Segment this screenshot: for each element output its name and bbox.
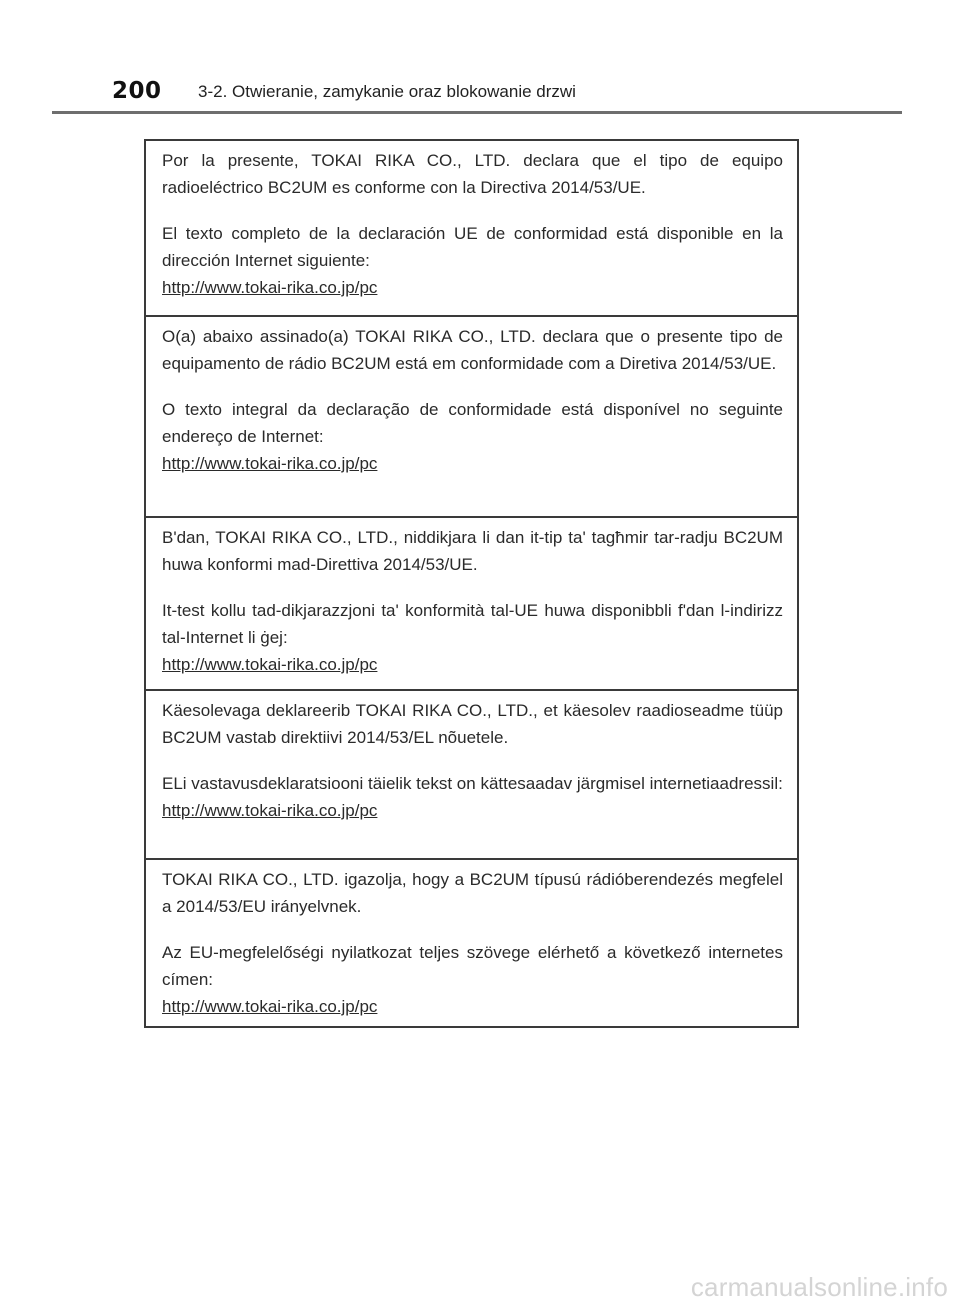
declaration-statement: TOKAI RIKA CO., LTD. igazolja, hogy a BC2UM típusú rádióberendezés megfelel a 2014/53/EU irányelvnek. xyxy=(162,870,783,916)
declaration-statement: Por la presente, TOKAI RIKA CO., LTD. declara que el tipo de equipo radioeléctrico BC2UM es conforme con la Directiva 2014/53/UE. xyxy=(162,151,783,197)
chapter-title: 3-2. Otwieranie, zamykanie oraz blokowanie drzwi xyxy=(198,82,576,101)
declaration-maltese xyxy=(146,518,797,691)
declaration-estonian xyxy=(146,691,797,860)
declaration-availability-text: El texto completo de la declaración UE de conformidad está disponible en la dirección Internet siguiente: xyxy=(162,224,783,270)
page-header xyxy=(0,72,960,112)
declaration-availability-text: ELi vastavusdeklaratsiooni täielik tekst on kättesaadav järgmisel internetiaadressil: xyxy=(162,774,783,793)
declaration-spanish xyxy=(146,141,797,317)
declaration-url-link[interactable]: http://www.tokai-rika.co.jp/pc xyxy=(162,278,378,297)
declaration-url-link[interactable]: http://www.tokai-rika.co.jp/pc xyxy=(162,454,378,473)
declaration-portuguese xyxy=(146,317,797,518)
declaration-statement: B'dan, TOKAI RIKA CO., LTD., niddikjara li dan it-tip ta' tagħmir tar-radju BC2UM huwa konformi mad-Direttiva 2014/53/UE. xyxy=(162,528,783,574)
watermark-text: carmanualsonline.info xyxy=(690,1272,948,1302)
declaration-statement: O(a) abaixo assinado(a) TOKAI RIKA CO., LTD. declara que o presente tipo de equipamento de rádio BC2UM está em conformidade com a Diretiva 2014/53/UE. xyxy=(162,327,783,373)
declaration-table xyxy=(144,139,799,1028)
declaration-statement: Käesolevaga deklareerib TOKAI RIKA CO., LTD., et käesolev raadioseadme tüüp BC2UM vastab direktiivi 2014/53/EL nõuetele. xyxy=(162,701,783,747)
declaration-hungarian xyxy=(146,860,797,1026)
declaration-availability-text: Az EU-megfelelőségi nyilatkozat teljes szövege elérhető a következő internetes címen: xyxy=(162,943,783,989)
page-number: 200 xyxy=(112,78,162,104)
declaration-availability-text: It-test kollu tad-dikjarazzjoni ta' konformità tal-UE huwa disponibbli f'dan l-indirizz tal-Internet li ġej: xyxy=(162,601,783,647)
header-divider xyxy=(52,111,902,114)
declaration-url-link[interactable]: http://www.tokai-rika.co.jp/pc xyxy=(162,997,378,1016)
declaration-availability-text: O texto integral da declaração de conformidade está disponível no seguinte endereço de Internet: xyxy=(162,400,783,446)
declaration-url-link[interactable]: http://www.tokai-rika.co.jp/pc xyxy=(162,801,378,820)
declaration-url-link[interactable]: http://www.tokai-rika.co.jp/pc xyxy=(162,655,378,674)
